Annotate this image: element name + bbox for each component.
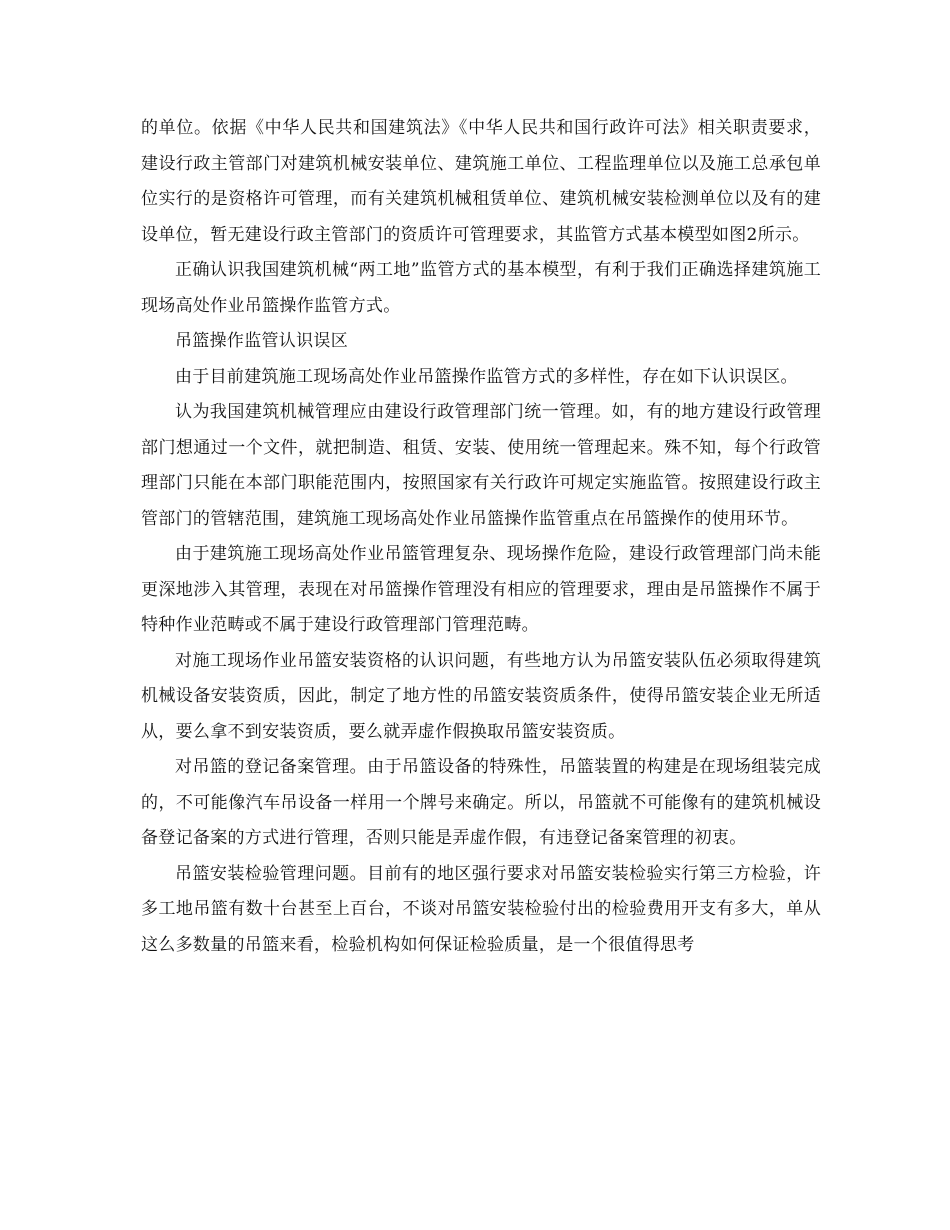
paragraph-model-recognition: 正确认识我国建筑机械“两工地”监管方式的基本模型，有利于我们正确选择建筑施工现场高处作业吊篮操作监管方式。: [141, 260, 821, 316]
document-body: [141, 111, 821, 963]
paragraph-misconceptions-intro: 由于目前建筑施工现场高处作业吊篮操作监管方式的多样性，存在如下认识误区。: [175, 366, 798, 387]
paragraph-installation-qualification: 对施工现场作业吊篮安装资格的认识问题，有些地方认为吊篮安装队伍必须取得建筑机械设备安装资质，因此，制定了地方性的吊篮安装资质条件，使得吊篮安装企业无所适从，要么拿不到安装资质，要么就弄虚作假换取吊篮安装资质。: [141, 650, 821, 742]
section-heading: 吊篮操作监管认识误区: [175, 331, 348, 351]
paragraph-unified-management: 认为我国建筑机械管理应由建设行政管理部门统一管理。如，有的地方建设行政管理部门想通过一个文件，就把制造、租赁、安装、使用统一管理起来。殊不知，每个行政管理部门只能在本部门职能范围内，按照国家有关行政许可规定实施监管。按照建设行政主管部门的管辖范围，建筑施工现场高处作业吊篮操作监管重点在吊篮操作的使用环节。: [141, 402, 821, 529]
paragraph-continuation: 的单位。依据《中华人民共和国建筑法》《中华人民共和国行政许可法》相关职责要求，建设行政主管部门对建筑机械安装单位、建筑施工单位、工程监理单位以及施工总承包单位实行的是资格许可管理，而有关建筑机械租赁单位、建筑机械安装检测单位以及有的建设单位，暂无建设行政主管部门的资质许可管理要求，其监管方式基本模型如图2所示。: [141, 118, 821, 245]
paragraph-inspection: 吊篮安装检验管理问题。目前有的地区强行要求对吊篮安装检验实行第三方检验，许多工地吊篮有数十台甚至上百台，不谈对吊篮安装检验付出的检验费用开支有多大，单从这么多数量的吊篮来看，检验机构如何保证检验质量，是一个很值得思考: [141, 863, 821, 955]
paragraph-registration: 对吊篮的登记备案管理。由于吊篮设备的特殊性，吊篮装置的构建是在现场组装完成的，不可能像汽车吊设备一样用一个牌号来确定。所以，吊篮就不可能像有的建筑机械设备登记备案的方式进行管理，否则只能是弄虚作假，有违登记备案管理的初衷。: [141, 757, 821, 848]
paragraph-operation-danger: 由于建筑施工现场高处作业吊篮管理复杂、现场操作危险，建设行政管理部门尚未能更深地涉入其管理，表现在对吊篮操作管理没有相应的管理要求，理由是吊篮操作不属于特种作业范畴或不属于建设行政管理部门管理范畴。: [141, 544, 821, 635]
